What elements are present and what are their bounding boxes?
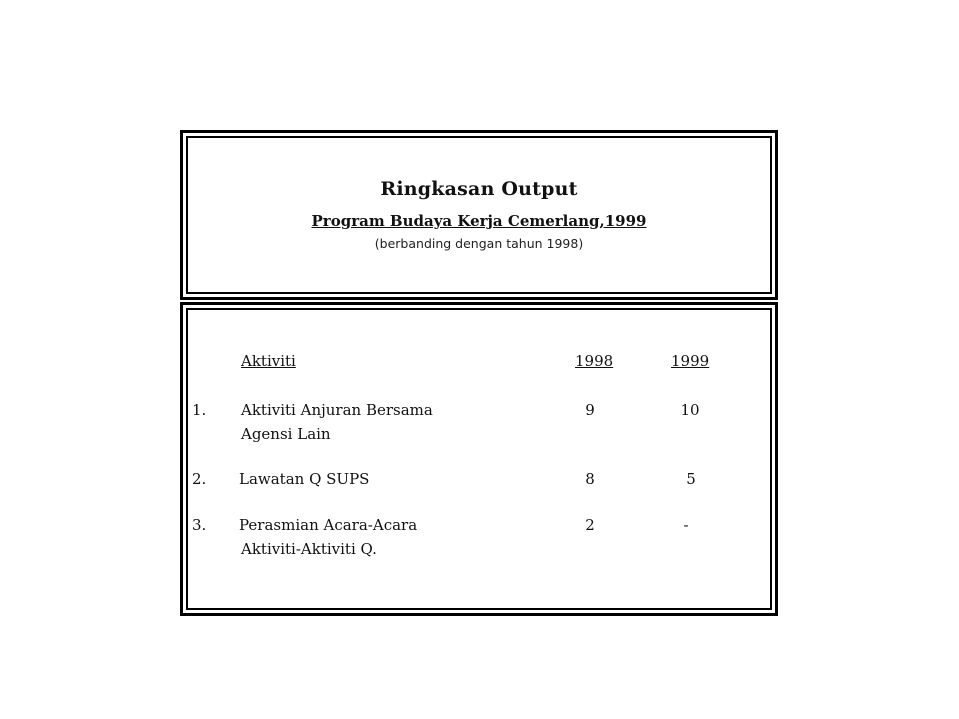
table-box-inner	[186, 308, 772, 610]
row-1-value-1998: 9	[585, 401, 595, 419]
table-box	[180, 302, 778, 616]
row-1-value-1999: 10	[680, 401, 700, 419]
page-subtitle: Program Budaya Kerja Cemerlang,1999	[311, 212, 647, 230]
row-2-value-1998: 8	[585, 470, 595, 488]
column-header-1998: 1998	[575, 352, 614, 370]
comparison-note: (berbanding dengan tahun 1998)	[374, 236, 584, 251]
row-3-activity-line1: Perasmian Acara-Acara	[239, 516, 418, 534]
row-1-activity-line2: Agensi Lain	[241, 425, 331, 443]
row-3-activity-line2: Aktiviti-Aktiviti Q.	[241, 540, 377, 558]
row-2-number: 2.	[192, 470, 207, 488]
row-2-value-1999: 5	[686, 470, 696, 488]
column-header-activity: Aktiviti	[241, 352, 296, 370]
page-title: Ringkasan Output	[380, 178, 578, 200]
row-1-number: 1.	[192, 401, 207, 419]
row-3-value-1999: -	[683, 516, 689, 534]
header-box	[180, 130, 778, 300]
row-2-activity-line1: Lawatan Q SUPS	[239, 470, 370, 488]
row-1-activity-line1: Aktiviti Anjuran Bersama	[241, 401, 433, 419]
row-3-value-1998: 2	[585, 516, 595, 534]
header-box-inner	[186, 136, 772, 294]
column-header-1999: 1999	[671, 352, 710, 370]
row-3-number: 3.	[192, 516, 207, 534]
